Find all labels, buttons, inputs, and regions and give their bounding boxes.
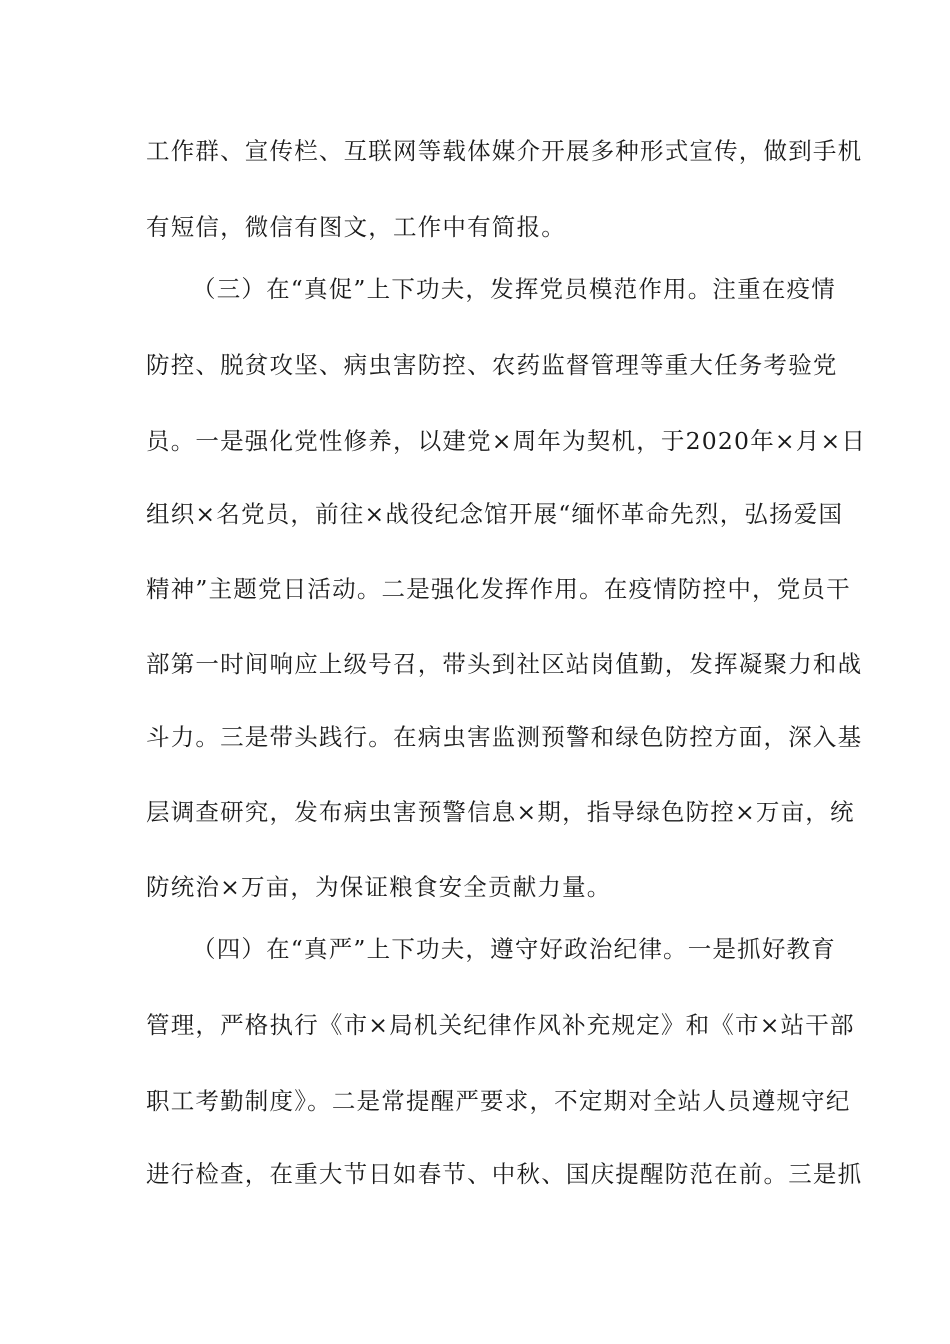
body-text-line: 防统治×万亩，为保证粮食安全贡献力量。 xyxy=(146,873,612,901)
body-text-line: 组织×名党员，前往×战役纪念馆开展“缅怀革命先烈，弘扬爱国 xyxy=(146,500,844,528)
body-text-line: 层调查研究，发布病虫害预警信息×期，指导绿色防控×万亩，统 xyxy=(146,798,855,826)
body-text-line: 进行检查，在重大节日如春节、中秋、国庆提醒防范在前。三是抓 xyxy=(146,1160,863,1188)
body-text-line: 有短信，微信有图文，工作中有简报。 xyxy=(146,213,566,241)
body-text-line: 防控、脱贫攻坚、病虫害防控、农药监督管理等重大任务考验党 xyxy=(146,351,838,379)
body-text-line: 部第一时间响应上级号召，带头到社区站岗值勤，发挥凝聚力和战 xyxy=(146,650,863,678)
body-text-line: 工作群、宣传栏、互联网等载体媒介开展多种形式宣传，做到手机 xyxy=(146,137,863,165)
body-text-line: 职工考勤制度》。二是常提醒严要求，不定期对全站人员遵规守纪 xyxy=(146,1087,851,1115)
section-4-heading-line: （四）在“真严”上下功夫，遵守好政治纪律。一是抓好教育 xyxy=(192,935,836,963)
body-text-line: 员。一是强化党性修养，以建党×周年为契机，于2020年×月×日 xyxy=(146,427,867,455)
body-text-line: 精神”主题党日活动。二是强化发挥作用。在疫情防控中，党员干 xyxy=(146,575,851,603)
section-3-heading-line: （三）在“真促”上下功夫，发挥党员模范作用。注重在疫情 xyxy=(192,275,836,303)
body-text-line: 斗力。三是带头践行。在病虫害监测预警和绿色防控方面，深入基 xyxy=(146,723,863,751)
body-text-line: 管理，严格执行《市×局机关纪律作风补充规定》和《市×站干部 xyxy=(146,1011,855,1039)
